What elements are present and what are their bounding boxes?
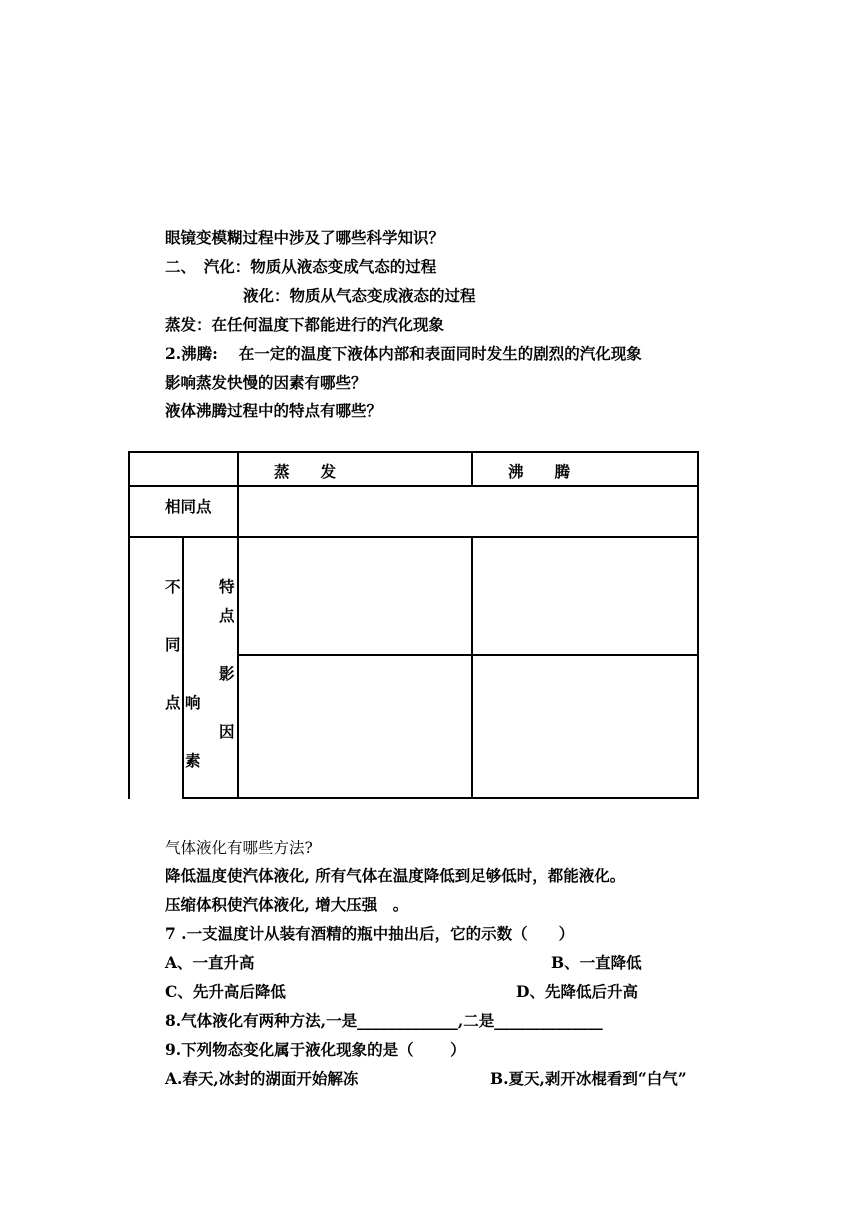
table-line	[237, 654, 699, 656]
q9-option-b: B.夏天,剥开冰棍看到“白气”	[490, 1069, 687, 1088]
question-factors: 影响蒸发快慢的因素有哪些？	[165, 373, 367, 392]
row-differences-char: 不	[165, 577, 181, 596]
section-two-vaporization: 二、 汽化：物质从液态变成气态的过程	[165, 257, 437, 276]
table-line	[183, 797, 699, 799]
q7-option-b: B、一直降低	[551, 953, 642, 972]
table-line	[471, 536, 473, 799]
question-9: 9.下列物态变化属于液化现象的是（ ）	[165, 1040, 466, 1059]
row-differences-char: 点	[165, 693, 181, 712]
row-factors-char: 响	[185, 693, 201, 712]
method-cooling: 降低温度使汽体液化, 所有气体在温度降低到足够低时，都能液化。	[165, 866, 626, 885]
liquefaction-definition: 液化：物质从气态变成液态的过程	[243, 286, 476, 305]
row-differences-char: 同	[165, 635, 181, 654]
table-line	[128, 451, 130, 799]
table-line	[128, 451, 699, 453]
question-7: 7 .一支温度计从装有酒精的瓶中抽出后，它的示数（ ）	[165, 924, 575, 943]
row-features-char: 特	[219, 577, 235, 596]
table-line	[471, 451, 473, 487]
evaporation-definition: 蒸发：在任何温度下都能进行的汽化现象	[165, 315, 445, 334]
question-8: 8.气体液化有两种方法,一是_____________,二是______________	[165, 1011, 603, 1030]
row-factors-char: 素	[185, 751, 201, 770]
question-boiling-features: 液体沸腾过程中的特点有哪些？	[165, 401, 383, 420]
q7-option-d: D、先降低后升高	[516, 982, 638, 1001]
q9-option-a: A.春天,冰封的湖面开始解冻	[165, 1069, 359, 1088]
row-features-char: 点	[219, 606, 235, 625]
question-glasses: 眼镜变模糊过程中涉及了哪些科学知识？	[165, 228, 445, 247]
table-line	[237, 451, 239, 487]
q7-option-a: A、一直升高	[165, 953, 255, 972]
question-liquefaction-methods: 气体液化有哪些方法?	[165, 839, 313, 857]
method-compression: 压缩体积使汽体液化, 增大压强 。	[165, 895, 409, 914]
table-line	[237, 536, 239, 799]
table-line	[128, 485, 699, 487]
row-factors-char: 因	[219, 722, 235, 741]
q7-option-c: C、先升高后降低	[165, 982, 286, 1001]
table-line	[697, 451, 699, 799]
table-line	[237, 485, 239, 537]
row-similarities: 相同点	[165, 497, 212, 516]
table-line	[182, 536, 184, 799]
row-factors-char: 影	[219, 664, 235, 683]
boiling-definition: 2.沸腾: 在一定的温度下液体内部和表面同时发生的剧烈的汽化现象	[165, 344, 642, 363]
header-boiling: 沸 腾	[508, 462, 571, 481]
header-evaporation: 蒸 发	[274, 462, 337, 481]
table-line	[128, 536, 699, 538]
